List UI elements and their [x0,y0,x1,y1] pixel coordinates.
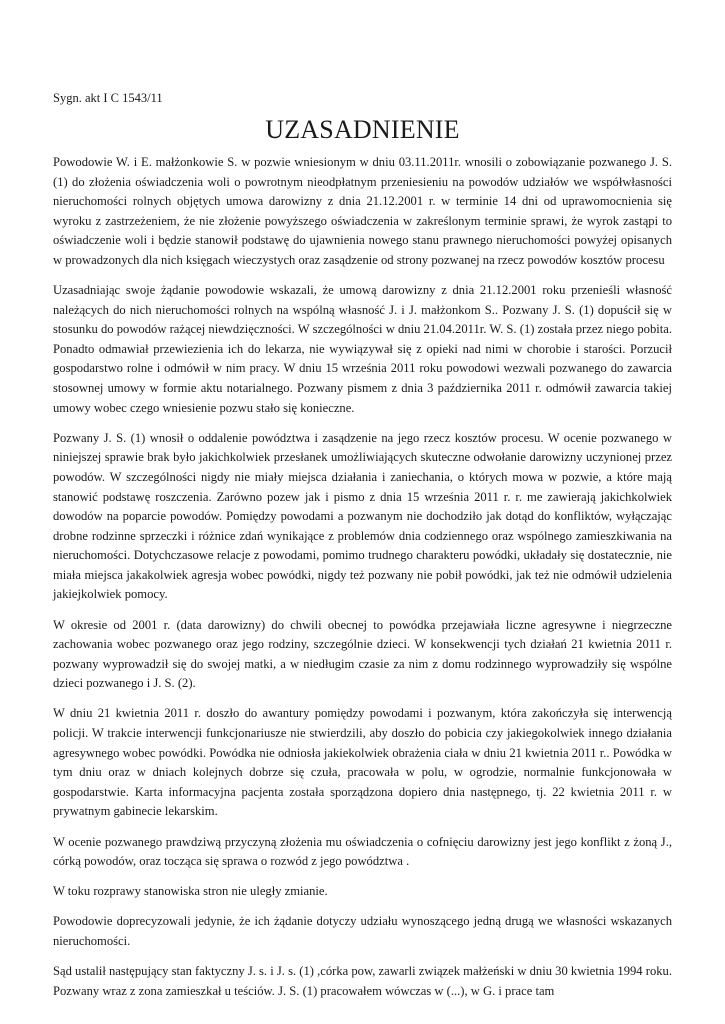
paragraph-defendant-response: Pozwany J. S. (1) wnosił o oddalenie powództwa i zasądzenie na jego rzecz kosztów procesu. W ocenie pozwanego w niniejszej sprawie brak było jakichkolwiek przesłanek umożliwiających skuteczne odwołanie darowizny uczynionej przez powodów. W szczególności nigdy nie miały miejsca działania i zaniechania, o których mowa w pozwie, a które mają stanowić podstawę roszczenia. Zarówno pozew jak i pismo z dnia 15 września 2011 r. r. me zawierają jakichkolwiek dowodów na poparcie powodów. Pomiędzy powodami a pozwanym nie dochodziło jak dotąd do konfliktów, wyłączając drobne rodzinne sprzeczki i różnice zdań wynikające z problemów dnia codziennego oraz wspólnego zamieszkiwania na nieruchomości. Dotychczasowe relacje z powodami, pomimo trudnego charakteru powódki, układały się dostatecznie, nie miała miejsca jakakolwiek agresja wobec powódki, nigdy też pozwany nie pobił powódki, jak też nie odmówił udzielenia jakiejkolwiek pomocy. [53,430,672,602]
paragraph-claim: Powodowie W. i E. małżonkowie S. w pozwie wniesionym w dniu 03.11.2011r. wnosili o zobowiązanie pozwanego J. S. (1) do złożenia oświadczenia woli o powrotnym nieodpłatnym przeniesieniu na powodów udziałów we współwłasności nieruchomości rolnych objętych umowa darowizny z dnia 21.12.2001 r. w terminie 14 dni od uprawomocnienia się wyroku z zastrzeżeniem, że nie złożenie powyższego oświadczenia w zakreślonym terminie sprawi, że wyrok zastąpi to oświadczenie woli i będzie stanowił podstawę do ujawnienia nowego stanu prawnego nieruchomości powyżej opisanych w prowadzonych dla nich księgach wieczystych oraz zasądzenie od strony pozwanej na rzecz powodów kosztów procesu [53,155,672,267]
paragraph-incident: W dniu 21 kwietnia 2011 r. doszło do awantury pomiędzy powodami i pozwanym, która zakończyła się interwencją policji. W trakcie interwencji funkcjonariusze nie stwierdzili, aby doszło do pobicia czy jakiegokolwiek innego działania agresywnego wobec powódki. Powódka nie odniosła jakiekolwiek obrażenia ciała w dniu 21 kwietnia 2011 r.. Powódka w tym dniu oraz w dniach kolejnych dobrze się czuła, pracowała w polu, w ogrodzie, normalnie funkcjonowała w gospodarstwie. Karta informacyjna pacjenta została sporządzona dopiero dnia następnego, tj. 22 kwietnia 2011 r. w prywatnym gabinecie lekarskim. [53,706,672,819]
paragraph-facts: Sąd ustalił następujący stan faktyczny J. s. i J. s. (1) ,córka pow, zawarli związek małżeński w dniu 30 kwietnia 1994 roku. Pozwany wraz z zona zamieszkał u teściów. J. S. (1) pracowałem wówczas w (...), w G. i prace tam [53,963,672,998]
paragraph-clarification: Powodowie doprecyzowali jedynie, że ich żądanie dotyczy udziału wynoszącego jedną drugą we własności wskazanych nieruchomości. [53,914,672,948]
paragraph-positions-unchanged: W toku rozprawy stanowiska stron nie uległy zmianie. [53,884,328,899]
paragraph-true-cause: W ocenie pozwanego prawdziwą przyczyną złożenia mu oświadczenia o cofnięciu darowizny jest jego konflikt z żoną J., córką powodów, oraz tocząca się sprawa o rozwód z jego powództwa . [53,834,672,869]
paragraph-period-behaviour: W okresie od 2001 r. (data darowizny) do chwili obecnej to powódka przejawiała liczne agresywne i niegrzeczne zachowania wobec pozwanego oraz jego rodziny, szczególnie dzieci. W konsekwencji tych działań 21 kwietnia 2011 r. pozwany wyprowadził się do swojej matki, a w niedługim czasie za nim z domu rodzinnego wyprowadziły się wspólne dzieci pozwanego i J. S. (2). [53,617,672,691]
case-number: Sygn. akt I C 1543/11 [53,91,163,105]
paragraph-justification: Uzasadniając swoje żądanie powodowie wskazali, że umową darowizny z dnia 21.12.2001 roku przenieśli własność należących do nich nieruchomości rolnych na wspólną własność J. i J. małżonkom S.. Pozwany J. S. (1) dopuścił się w stosunku do powodów rażącej niewdzięczności. W szczególności w dniu 21.04.2011r. W. S. (1) została przez niego pobita. Ponadto odmawiał przewiezienia ich do lekarza, nie wywiązywał się z opieki nad nimi w chorobie i starości. Porzucił gospodarstwo rolne i odmówił w nim pracy. W dniu 15 września 2011 roku powodowi wezwali pozwanego do zawarcia stosownej umowy w formie aktu notarialnego. Pozwany pismem z dnia 3 października 2011 r. odmówił zawarcia takiej umowy wobec czego wniesienie pozwu stało się konieczne. [53,283,672,415]
document-page [53,90,672,1012]
document-title: UZASADNIENIE [265,115,460,144]
